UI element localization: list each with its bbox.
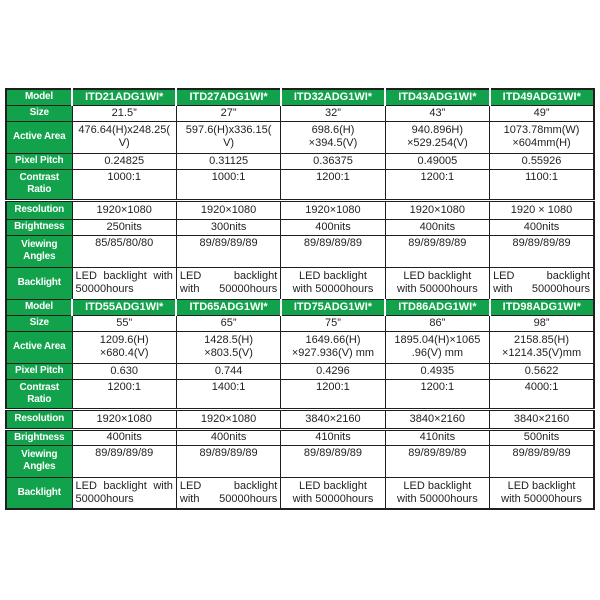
spec-cell-brightness (385, 429, 489, 445)
spec-cell-viewing-angles (385, 445, 489, 477)
spec-cell-contrast-ratio (385, 379, 489, 409)
cell-text: LED backlight (403, 479, 472, 492)
spec-cell-contrast-ratio (490, 379, 594, 409)
model-cell (281, 299, 385, 315)
cell-text: 0.24825 (104, 154, 145, 167)
cell-text: 65” (220, 316, 237, 329)
cell-text: 400nits (523, 220, 560, 233)
spec-cell-brightness (385, 219, 489, 235)
spec-cell-active-area (490, 331, 594, 363)
cell-text: Resolution (14, 204, 65, 215)
cell-text: LED backlight (493, 270, 590, 282)
cell-text: ×604mm(H) (512, 137, 571, 149)
row-label-brightness (6, 429, 72, 445)
spec-cell-viewing-angles (176, 235, 280, 267)
cell-text: 55” (116, 316, 133, 329)
row-label-brightness (6, 219, 72, 235)
cell-text: 1649.66(H) (305, 334, 361, 346)
spec-row-contrast-ratio (6, 169, 594, 200)
spec-cell-backlight (176, 267, 280, 299)
spec-cell-active-area (176, 331, 280, 363)
spec-cell-viewing-angles (385, 235, 489, 267)
spec-cell-size (281, 315, 385, 331)
cell-text: 1920×1080 (96, 203, 152, 216)
spec-cell-resolution (176, 200, 280, 219)
spec-cell-active-area (385, 121, 489, 153)
cell-text: LED backlight (179, 270, 278, 282)
row-label-pixel-pitch (6, 153, 72, 169)
cell-text: Model (25, 91, 53, 103)
cell-text: Backlight (17, 486, 61, 498)
cell-text: with 50000hours (292, 283, 374, 295)
cell-text: 4000:1 (524, 380, 559, 393)
spec-table (5, 88, 595, 510)
cell-text: 1920 × 1080 (510, 203, 573, 216)
cell-text: LED backlight with (75, 270, 173, 282)
cell-text: Viewing (21, 239, 58, 250)
spec-cell-size (72, 105, 176, 121)
model-cell (385, 89, 489, 105)
cell-text: 3840×2160 (513, 412, 570, 425)
cell-text: 43” (429, 106, 446, 119)
spec-cell-brightness (176, 429, 280, 445)
cell-text: 1895.04(H)×1065 (394, 334, 481, 346)
model-cell (72, 299, 176, 315)
spec-cell-active-area (281, 121, 385, 153)
cell-text: 89/89/89/89 (408, 446, 467, 459)
cell-text: LED backlight with (75, 479, 173, 492)
spec-row-brightness (6, 219, 594, 235)
cell-text: 597.6(H)x336.15( (185, 124, 272, 136)
cell-text: ITD55ADG1WI* (85, 300, 164, 313)
cell-text: Model (25, 301, 53, 312)
cell-text: Ratio (27, 393, 52, 405)
cell-text: Resolution (14, 413, 65, 424)
spec-cell-contrast-ratio (385, 169, 489, 200)
row-label-resolution (6, 200, 72, 219)
cell-text: 400nits (419, 220, 456, 233)
cell-text: 400nits (210, 431, 247, 443)
cell-text: 2158.85(H) (514, 334, 570, 346)
spec-row-viewing-angles (6, 445, 594, 477)
spec-cell-active-area (72, 331, 176, 363)
spec-cell-brightness (490, 219, 594, 235)
spec-cell-brightness (281, 219, 385, 235)
cell-text: 1920×1080 (305, 203, 361, 216)
cell-text: 0.49005 (417, 154, 458, 167)
spec-row-pixel-pitch (6, 363, 594, 379)
spec-cell-contrast-ratio (176, 169, 280, 200)
spec-cell-contrast-ratio (490, 169, 594, 200)
cell-text: Active Area (13, 131, 66, 142)
spec-cell-backlight (72, 267, 176, 299)
spec-cell-contrast-ratio (72, 169, 176, 200)
spec-row-size (6, 315, 594, 331)
cell-text: 75” (325, 316, 341, 329)
row-label-model (6, 89, 72, 105)
cell-text: ITD21ADG1WI* (85, 90, 164, 103)
cell-text: ×680.4(V) (99, 347, 149, 359)
spec-cell-size (176, 105, 280, 121)
cell-text: 89/89/89/89 (512, 236, 571, 249)
cell-text: 500nits (523, 431, 560, 443)
spec-cell-viewing-angles (490, 445, 594, 477)
cell-text: 50000hours (75, 283, 134, 295)
cell-text: 1209.6(H) (99, 334, 149, 346)
row-label-pixel-pitch (6, 363, 72, 379)
cell-text: 1000:1 (107, 170, 142, 183)
cell-text: 89/89/89/89 (199, 446, 258, 459)
spec-cell-active-area (385, 331, 489, 363)
cell-text: Size (29, 317, 49, 328)
spec-cell-brightness (281, 429, 385, 445)
row-label-active-area (6, 121, 72, 153)
cell-text: with 50000hours (493, 283, 590, 295)
cell-text: 89/89/89/89 (512, 446, 571, 459)
cell-text: 410nits (315, 431, 351, 443)
spec-cell-brightness (176, 219, 280, 235)
cell-text: with 50000hours (179, 492, 278, 505)
spec-cell-pixel-pitch (281, 363, 385, 379)
cell-text: ×394.5(V) (308, 137, 358, 149)
row-label-model (6, 299, 72, 315)
cell-text: .96(V) mm (411, 347, 464, 359)
cell-text: ×927.936(V) mm (291, 347, 375, 359)
spec-cell-viewing-angles (176, 445, 280, 477)
spec-cell-pixel-pitch (385, 153, 489, 169)
spec-cell-resolution (281, 409, 385, 429)
spec-cell-contrast-ratio (176, 379, 280, 409)
row-label-size (6, 105, 72, 121)
spec-body (6, 89, 594, 509)
spec-cell-active-area (72, 121, 176, 153)
row-label-resolution (6, 409, 72, 429)
spec-row-viewing-angles (6, 235, 594, 267)
spec-cell-contrast-ratio (281, 169, 385, 200)
cell-text: Brightness (14, 221, 65, 232)
cell-text: with 50000hours (397, 492, 478, 505)
cell-text: 0.4296 (316, 364, 350, 377)
spec-cell-size (490, 105, 594, 121)
cell-text: LED backlight (403, 270, 472, 282)
cell-text: 89/89/89/89 (95, 446, 154, 459)
cell-text: 98” (533, 316, 550, 329)
cell-text: 89/89/89/89 (408, 236, 467, 249)
spec-cell-viewing-angles (281, 235, 385, 267)
cell-text: ITD43ADG1WI* (398, 90, 477, 103)
spec-cell-brightness (72, 219, 176, 235)
model-cell (176, 89, 280, 105)
cell-text: Contrast (19, 381, 59, 393)
model-cell (72, 89, 176, 105)
spec-cell-pixel-pitch (281, 153, 385, 169)
cell-text: Backlight (17, 277, 61, 288)
cell-text: ITD32ADG1WI* (293, 90, 373, 103)
cell-text: ITD65ADG1WI* (189, 300, 268, 313)
cell-text: 27” (220, 106, 237, 119)
cell-text: 300nits (210, 220, 247, 233)
spec-cell-resolution (385, 409, 489, 429)
spec-row-active-area (6, 331, 594, 363)
cell-text: 3840×2160 (409, 412, 466, 425)
cell-text: with 50000hours (397, 283, 478, 295)
model-cell (176, 299, 280, 315)
spec-cell-contrast-ratio (72, 379, 176, 409)
spec-cell-backlight (72, 477, 176, 509)
model-cell (385, 299, 489, 315)
cell-text: 1200:1 (316, 170, 350, 183)
spec-cell-backlight (490, 477, 594, 509)
cell-text: LED backlight (299, 479, 367, 492)
spec-cell-pixel-pitch (385, 363, 489, 379)
spec-row-pixel-pitch (6, 153, 594, 169)
spec-cell-resolution (176, 409, 280, 429)
cell-text: ITD86ADG1WI* (398, 300, 477, 313)
cell-text: 86” (429, 316, 446, 329)
spec-cell-active-area (176, 121, 280, 153)
spec-cell-active-area (281, 331, 385, 363)
spec-row-backlight (6, 267, 594, 299)
spec-cell-pixel-pitch (176, 153, 280, 169)
cell-text: 32” (325, 106, 341, 119)
spec-row-model (6, 89, 594, 105)
cell-text: 1200:1 (420, 380, 455, 393)
row-label-size (6, 315, 72, 331)
cell-text: ×1214.35(V)mm (501, 347, 582, 359)
spec-cell-backlight (281, 267, 385, 299)
spec-cell-resolution (72, 200, 176, 219)
cell-text: 940.896H) (411, 124, 464, 136)
spec-cell-viewing-angles (72, 235, 176, 267)
cell-text: 698.6(H) (311, 124, 355, 136)
cell-text: 3840×2160 (305, 412, 361, 425)
spec-row-contrast-ratio (6, 379, 594, 409)
spec-row-resolution (6, 200, 594, 219)
spec-cell-size (281, 105, 385, 121)
spec-cell-resolution (490, 200, 594, 219)
cell-text: with 50000hours (292, 492, 374, 505)
cell-text: ITD75ADG1WI* (293, 300, 373, 313)
cell-text: 0.36375 (313, 154, 353, 167)
cell-text: Size (29, 107, 49, 118)
cell-text: 0.55926 (521, 154, 562, 167)
cell-text: ITD49ADG1WI* (502, 90, 581, 103)
cell-text: 410nits (419, 431, 456, 443)
cell-text: 1920×1080 (409, 203, 466, 216)
row-label-viewing-angles (6, 445, 72, 477)
row-label-contrast-ratio (6, 169, 72, 200)
row-label-active-area (6, 331, 72, 363)
spec-cell-resolution (385, 200, 489, 219)
cell-text: 0.31125 (209, 154, 249, 167)
spec-cell-active-area (490, 121, 594, 153)
spec-cell-size (72, 315, 176, 331)
cell-text: 1200:1 (420, 170, 455, 183)
row-label-viewing-angles (6, 235, 72, 267)
spec-cell-size (176, 315, 280, 331)
spec-cell-backlight (176, 477, 280, 509)
cell-text: Active Area (13, 341, 66, 352)
spec-cell-contrast-ratio (281, 379, 385, 409)
cell-text: 1920×1080 (200, 412, 257, 425)
spec-cell-viewing-angles (72, 445, 176, 477)
spec-cell-backlight (281, 477, 385, 509)
cell-text: ITD98ADG1WI* (502, 300, 581, 313)
cell-text: 1200:1 (316, 380, 350, 393)
cell-text: LED backlight (507, 479, 576, 492)
spec-cell-viewing-angles (490, 235, 594, 267)
cell-text: 89/89/89/89 (303, 446, 363, 459)
spec-cell-resolution (281, 200, 385, 219)
cell-text: ×803.5(V) (204, 347, 253, 359)
spec-cell-size (385, 105, 489, 121)
cell-text: 89/89/89/89 (199, 236, 258, 249)
model-cell (490, 89, 594, 105)
cell-text: 1100:1 (525, 170, 558, 183)
spec-cell-backlight (490, 267, 594, 299)
cell-text: 0.4935 (420, 364, 455, 377)
spec-cell-brightness (72, 429, 176, 445)
cell-text: 85/85/80/80 (95, 236, 154, 249)
cell-text: 49” (533, 106, 550, 119)
spec-cell-pixel-pitch (490, 153, 594, 169)
spec-cell-backlight (385, 477, 489, 509)
cell-text: ITD27ADG1WI* (189, 90, 268, 103)
cell-text: with 50000hours (501, 492, 582, 505)
cell-text: LED backlight (179, 479, 278, 492)
cell-text: Brightness (14, 431, 65, 443)
spec-cell-pixel-pitch (490, 363, 594, 379)
cell-text: 250nits (106, 220, 142, 233)
spec-row-active-area (6, 121, 594, 153)
cell-text: 0.744 (214, 364, 243, 377)
cell-text: Pixel Pitch (15, 155, 64, 166)
cell-text: V) (223, 137, 235, 149)
spec-cell-size (385, 315, 489, 331)
spec-row-resolution (6, 409, 594, 429)
spec-cell-backlight (385, 267, 489, 299)
cell-text: 1073.78mm(W) (503, 124, 580, 136)
cell-text: with 50000hours (179, 283, 278, 295)
cell-text: V) (118, 137, 130, 149)
cell-text: 400nits (315, 220, 351, 233)
cell-text: Angles (23, 251, 56, 262)
cell-text: 1428.5(H) (204, 334, 254, 346)
cell-text: 0.5622 (524, 364, 559, 377)
cell-text: ×529.254(V) (406, 137, 468, 149)
cell-text: Ratio (27, 184, 52, 195)
cell-text: Viewing (21, 449, 58, 460)
cell-text: 1920×1080 (200, 203, 257, 216)
cell-text: 1920×1080 (96, 412, 152, 425)
cell-text: 50000hours (75, 492, 134, 505)
cell-text: Angles (23, 461, 56, 472)
row-label-contrast-ratio (6, 379, 72, 409)
spec-cell-brightness (490, 429, 594, 445)
cell-text: 1400:1 (211, 380, 246, 393)
cell-text: 0.630 (110, 364, 138, 377)
cell-text: Contrast (19, 172, 59, 183)
spec-row-brightness (6, 429, 594, 445)
spec-cell-pixel-pitch (176, 363, 280, 379)
spec-cell-resolution (72, 409, 176, 429)
model-cell (490, 299, 594, 315)
spec-cell-resolution (490, 409, 594, 429)
model-cell (281, 89, 385, 105)
cell-text: 1200:1 (107, 380, 142, 393)
spec-row-size (6, 105, 594, 121)
spec-row-backlight (6, 477, 594, 509)
spec-cell-pixel-pitch (72, 363, 176, 379)
cell-text: LED backlight (299, 270, 367, 282)
spec-row-model (6, 299, 594, 315)
cell-text: 89/89/89/89 (303, 236, 363, 249)
cell-text: Pixel Pitch (15, 365, 64, 376)
row-label-backlight (6, 477, 72, 509)
cell-text: 476.64(H)x248.25( (78, 124, 171, 136)
spec-cell-viewing-angles (281, 445, 385, 477)
spec-cell-pixel-pitch (72, 153, 176, 169)
row-label-backlight (6, 267, 72, 299)
spec-cell-size (490, 315, 594, 331)
cell-text: 400nits (106, 431, 142, 443)
cell-text: 21.5” (111, 106, 137, 119)
cell-text: 1000:1 (211, 170, 246, 183)
